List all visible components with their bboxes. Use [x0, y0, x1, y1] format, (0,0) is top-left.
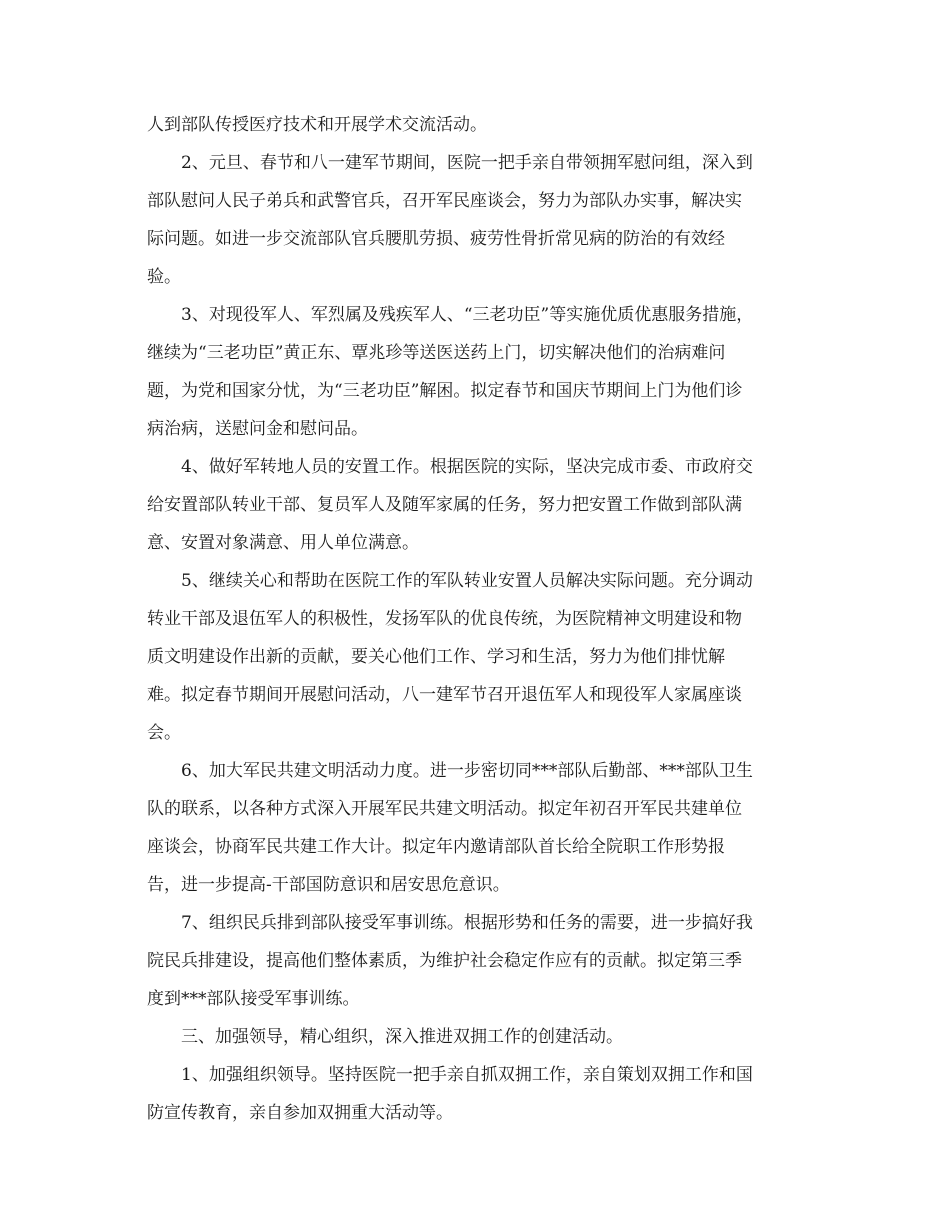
- text-line: 意、安置对象满意、用人单位满意。: [147, 533, 419, 553]
- text-line: 5、继续关心和帮助在医院工作的军队转业安置人员解决实际问题。充分调动: [181, 571, 753, 591]
- text-line: 继续为“三老功臣”黄正东、覃兆珍等送医送药上门，切实解决他们的治病难问: [147, 343, 726, 363]
- text-line: 度到***部队接受军事训练。: [147, 989, 360, 1009]
- text-line: 转业干部及退伍军人的积极性，发扬军队的优良传统，为医院精神文明建设和物: [147, 609, 742, 629]
- text-line: 际问题。如进一步交流部队官兵腰肌劳损、疲劳性骨折常见病的防治的有效经: [147, 229, 725, 249]
- text-line: 病治病，送慰问金和慰问品。: [147, 419, 368, 439]
- text-line: 质文明建设作出新的贡献，要关心他们工作、学习和生活，努力为他们排忧解: [147, 647, 725, 667]
- text-line: 防宣传教育，亲自参加双拥重大活动等。: [147, 1103, 453, 1123]
- text-line: 队的联系，以各种方式深入开展军民共建文明活动。拟定年初召开军民共建单位: [147, 799, 742, 819]
- text-line: 告，进一步提高-干部国防意识和居安思危意识。: [147, 875, 510, 895]
- text-line: 7、组织民兵排到部队接受军事训练。根据形势和任务的需要，进一步搞好我: [181, 913, 753, 933]
- text-line: 院民兵排建设，提高他们整体素质，为维护社会稳定作应有的贡献。拟定第三季: [147, 951, 742, 971]
- text-line: 4、做好军转地人员的安置工作。根据医院的实际，坚决完成市委、市政府交: [181, 457, 753, 477]
- text-line: 6、加大军民共建文明活动力度。进一步密切同***部队后勤部、***部队卫生: [181, 761, 753, 781]
- text-line: 给安置部队转业干部、复员军人及随军家属的任务，努力把安置工作做到部队满: [147, 495, 742, 515]
- text-line: 难。拟定春节期间开展慰问活动，八一建军节召开退伍军人和现役军人家属座谈: [147, 685, 742, 705]
- text-line: 三、加强领导，精心组织，深入推进双拥工作的创建活动。: [181, 1027, 623, 1047]
- text-line: 验。: [147, 267, 181, 287]
- text-line: 2、元旦、春节和八一建军节期间，医院一把手亲自带领拥军慰问组，深入到: [181, 153, 753, 173]
- text-line: 部队慰问人民子弟兵和武警官兵，召开军民座谈会，努力为部队办实事，解决实: [147, 191, 742, 211]
- text-line: 会。: [147, 723, 181, 743]
- text-line: 座谈会，协商军民共建工作大计。拟定年内邀请部队首长给全院职工作形势报: [147, 837, 725, 857]
- text-line: 人到部队传授医疗技术和开展学术交流活动。: [147, 115, 487, 135]
- text-line: 题，为党和国家分忧，为“三老功臣”解困。拟定春节和国庆节期间上门为他们诊: [147, 381, 743, 401]
- text-line: 1、加强组织领导。坚持医院一把手亲自抓双拥工作，亲自策划双拥工作和国: [181, 1065, 753, 1085]
- text-line: 3、对现役军人、军烈属及残疾军人、“三老功臣”等实施优质优惠服务措施，: [181, 305, 754, 325]
